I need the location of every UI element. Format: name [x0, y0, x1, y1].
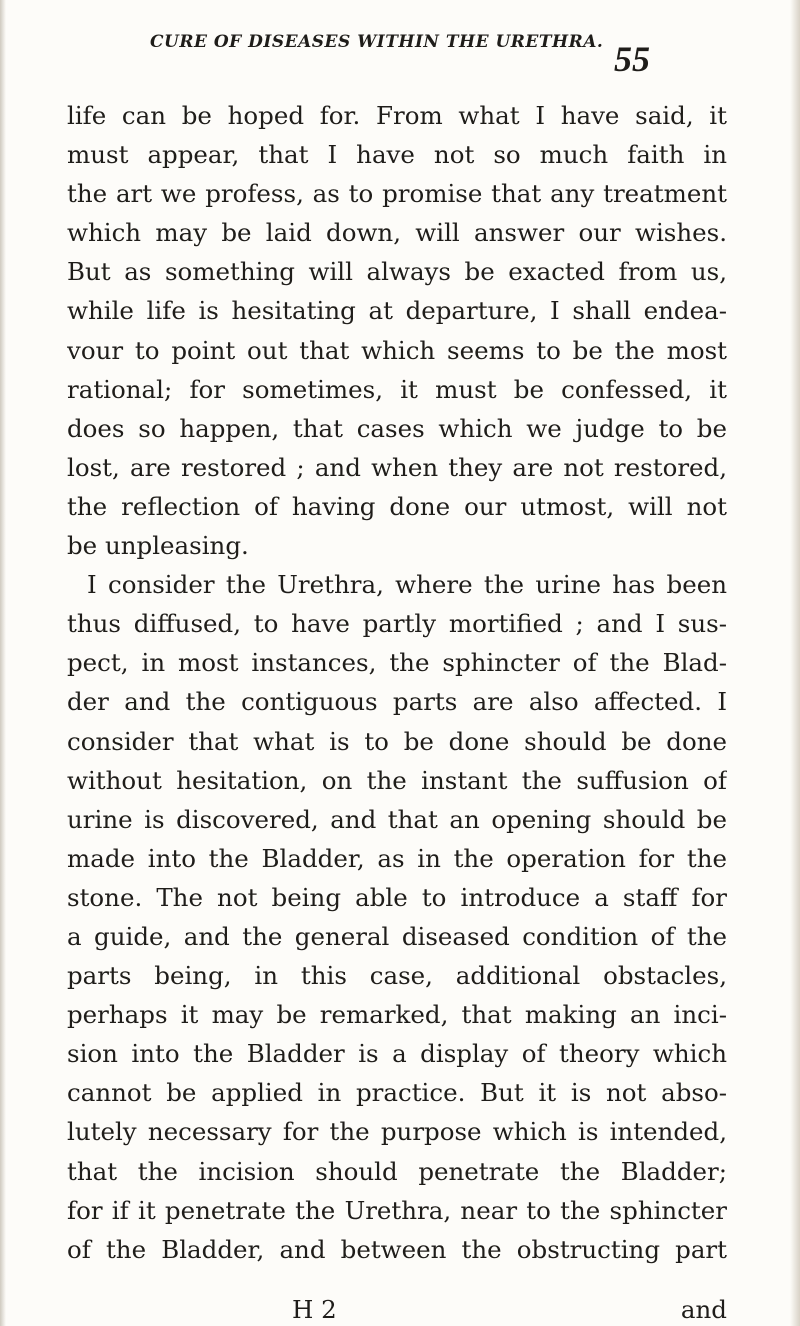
signature-mark: H 2 [292, 1295, 337, 1324]
text-line: made into the Bladder, as in the operation for the [67, 843, 727, 873]
text-line: urine is discovered, and that an opening should be [67, 804, 727, 834]
text-line: while life is hesitating at departure, I shall endea- [67, 296, 727, 326]
text-line: der and the contiguous parts are also affected. I [67, 687, 727, 717]
text-line: pect, in most instances, the sphincter of the Blad- [67, 648, 727, 678]
text-line: for if it penetrate the Urethra, near to the sphincter [67, 1195, 727, 1225]
text-line: stone. The not being able to introduce a staff for [67, 882, 727, 912]
page-footer [67, 1293, 727, 1326]
text-line: life can be hoped for. From what I have said, it [67, 101, 727, 130]
text-line: without hesitation, on the instant the suffusion of [67, 765, 727, 795]
text-line: parts being, in this case, additional obstacles, [67, 961, 727, 991]
text-line-paragraph-start: I consider the Urethra, where the urine has been [87, 570, 727, 600]
text-line: sion into the Bladder is a display of theory which [67, 1039, 727, 1069]
text-line: consider that what is to be done should be done [67, 726, 727, 756]
text-line-paragraph-end: be unpleasing. [67, 531, 249, 561]
text-line: a guide, and the general diseased condition of the [67, 921, 727, 951]
text-line: But as something will always be exacted from us, [67, 257, 727, 287]
text-line: the reflection of having done our utmost, will not [67, 491, 727, 521]
text-line: of the Bladder, and between the obstructing part [67, 1234, 727, 1264]
text-line: which may be laid down, will answer our wishes. [67, 218, 727, 248]
text-line: the art we profess, as to promise that any treatment [67, 179, 727, 209]
page-number: 55 [614, 39, 650, 79]
text-line: rational; for sometimes, it must be confessed, it [67, 374, 727, 404]
running-head: CURE OF DISEASES WITHIN THE URETHRA. [150, 32, 604, 52]
page-right-edge [790, 0, 800, 1326]
body-text [67, 96, 727, 1269]
text-line: that the incision should penetrate the Bladder; [67, 1156, 727, 1186]
text-line: thus diffused, to have partly mortified ; and I sus- [67, 609, 727, 639]
text-line: must appear, that I have not so much faith in [67, 140, 727, 170]
text-line: cannot be applied in practice. But it is not abso- [67, 1078, 727, 1108]
catchword: and [680, 1295, 727, 1324]
text-line: lost, are restored ; and when they are not restored, [67, 452, 727, 482]
text-line: lutely necessary for the purpose which is intended, [67, 1117, 727, 1147]
text-line: vour to point out that which seems to be the most [67, 335, 727, 365]
page-left-edge [0, 0, 6, 1326]
text-line: perhaps it may be remarked, that making an inci- [67, 1000, 727, 1030]
text-line: does so happen, that cases which we judge to be [67, 413, 727, 443]
